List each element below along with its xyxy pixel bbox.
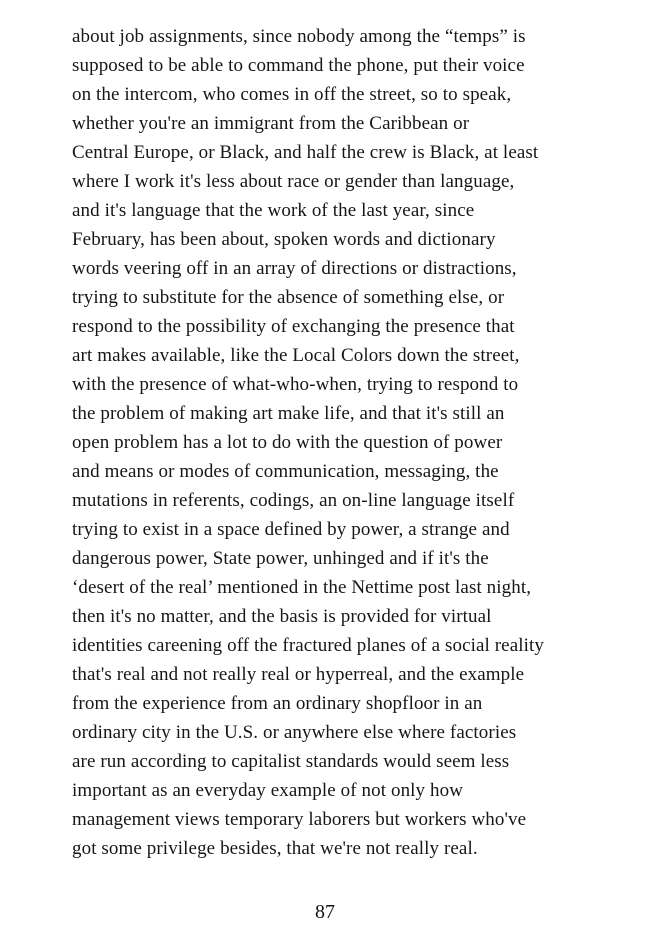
text-line: important as an everyday example of not only how — [72, 780, 464, 801]
text-line: got some privilege besides, that we're not really real. — [72, 838, 478, 859]
text-line: Central Europe, or Black, and half the crew is Black, at least — [72, 142, 539, 163]
text-line: where I work it's less about race or gender than language, — [72, 171, 515, 192]
text-line: respond to the possibility of exchanging the presence that — [72, 316, 515, 337]
text-line: management views temporary laborers but workers who've — [72, 809, 527, 830]
text-line: about job assignments, since nobody among the “temps” is — [72, 26, 526, 47]
text-line: and means or modes of communication, messaging, the — [72, 461, 499, 482]
text-line: on the intercom, who comes in off the street, so to speak, — [72, 84, 512, 105]
text-line: supposed to be able to command the phone, put their voice — [72, 55, 525, 76]
text-line: ordinary city in the U.S. or anywhere else where factories — [72, 722, 517, 743]
text-line: that's real and not really real or hyperreal, and the example — [72, 664, 525, 685]
text-line: ‘desert of the real’ mentioned in the Nettime post last night, — [72, 577, 532, 598]
text-line: February, has been about, spoken words and dictionary — [72, 229, 496, 250]
text-line: the problem of making art make life, and that it's still an — [72, 403, 505, 424]
text-line: are run according to capitalist standards would seem less — [72, 751, 510, 772]
text-line: art makes available, like the Local Colors down the street, — [72, 345, 520, 366]
text-line: from the experience from an ordinary shopfloor in an — [72, 693, 483, 714]
text-line: open problem has a lot to do with the question of power — [72, 432, 503, 453]
text-line: dangerous power, State power, unhinged and if it's the — [72, 548, 489, 569]
text-line: mutations in referents, codings, an on-line language itself — [72, 490, 515, 511]
text-line: with the presence of what-who-when, trying to respond to — [72, 374, 519, 395]
text-line: words veering off in an array of directions or distractions, — [72, 258, 517, 279]
text-line: trying to exist in a space defined by power, a strange and — [72, 519, 510, 540]
text-line: trying to substitute for the absence of something else, or — [72, 287, 505, 308]
text-line: and it's language that the work of the last year, since — [72, 200, 475, 221]
text-line: identities careening off the fractured planes of a social reality — [72, 635, 544, 656]
text-block — [72, 22, 617, 863]
text-line: then it's no matter, and the basis is provided for virtual — [72, 606, 492, 627]
page-number: 87 — [315, 901, 335, 923]
text-line: whether you're an immigrant from the Caribbean or — [72, 113, 470, 134]
